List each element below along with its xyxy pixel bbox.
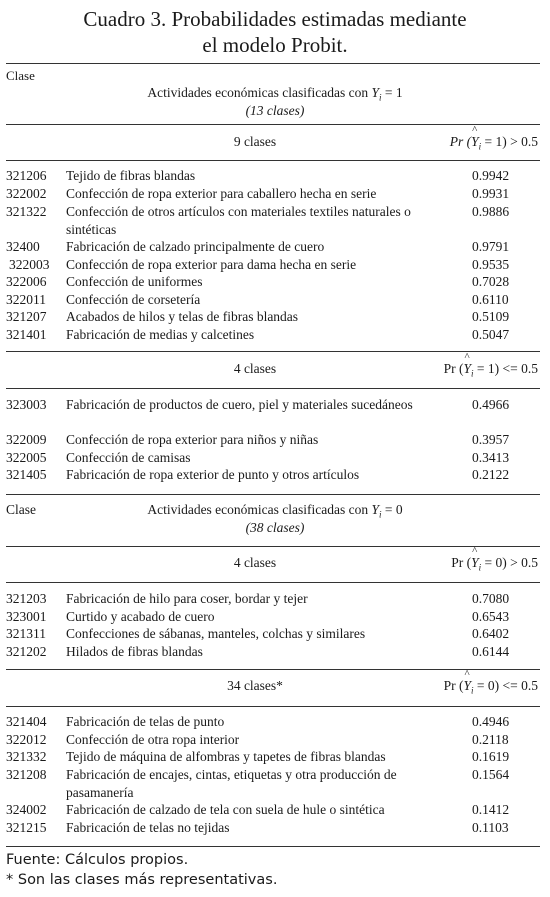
prob-condition <box>443 668 538 696</box>
group-header-3 <box>0 545 550 575</box>
title-line-2: el modelo Probit. <box>202 33 348 57</box>
row-desc: Tejido de fibras blandas <box>66 168 196 183</box>
title-line-1: Cuadro 3. Probabilidades estimadas mediante <box>83 7 467 31</box>
group-header-4 <box>0 668 550 698</box>
row-code: 323003 <box>6 397 47 412</box>
row-value: 0.9886 <box>472 204 510 219</box>
y-var: Y <box>471 555 479 570</box>
row-desc: Fabricación de encajes, cintas, etiquetas y otra producción de pasamanería <box>66 767 397 800</box>
row-code: 321311 <box>6 626 46 641</box>
y-sub: i <box>478 562 482 573</box>
row-desc: Confección de corsetería <box>66 292 201 307</box>
row-code: 321207 <box>6 309 47 324</box>
row-code: 32400 <box>6 239 40 254</box>
row-desc: Confección de ropa exterior para dama hecha en serie <box>66 257 357 272</box>
row-value: 0.2122 <box>472 467 510 482</box>
row-value: 0.9942 <box>472 168 510 183</box>
row-desc: Confección de camisas <box>66 450 191 465</box>
section1-heading <box>0 85 550 103</box>
row-desc: Tejido de máquina de alfombras y tapetes de fibras blandas <box>66 749 386 764</box>
row-desc: Fabricación de hilo para coser, bordar y tejer <box>66 591 308 606</box>
y-sub: i <box>471 368 474 379</box>
row-desc: Curtido y acabado de cuero <box>66 609 215 624</box>
hat-glyph: ^ <box>464 668 470 680</box>
row-value: 0.4966 <box>472 397 510 412</box>
row-desc: Fabricación de medias y calcetines <box>66 327 255 342</box>
footnote: * Son las clases más representativas. <box>6 872 278 888</box>
prob-condition <box>443 351 538 379</box>
section2-heading-sub: i <box>379 509 382 520</box>
row-code: 321404 <box>6 714 47 729</box>
rule-s2-top <box>6 494 540 495</box>
clase-label-1: Clase <box>6 68 35 83</box>
row-value: 0.4946 <box>472 714 510 729</box>
prob-suffix: = 1) <= 0.5 <box>476 361 538 376</box>
group-label: 34 clases* <box>227 678 283 693</box>
row-value: 0.9535 <box>472 257 510 272</box>
y-var: Y <box>471 134 479 149</box>
rule-s2 <box>6 546 540 547</box>
prob-suffix: = 1) > 0.5 <box>484 134 538 149</box>
row-code: 322005 <box>6 450 47 465</box>
row-code: 322003 <box>9 257 50 272</box>
row-code: 321208 <box>6 767 47 782</box>
row-code: 322009 <box>6 432 47 447</box>
section1-heading-sub: i <box>379 92 382 103</box>
rule-g3 <box>6 582 540 583</box>
rule-g1 <box>6 160 540 161</box>
y-hat-symbol <box>463 668 472 694</box>
row-code: 322012 <box>6 732 47 747</box>
row-value: 0.6402 <box>472 626 510 641</box>
row-desc: Fabricación de telas no tejidas <box>66 820 230 835</box>
rule-g2-top <box>6 351 540 352</box>
top-rule <box>6 63 540 64</box>
prob-prefix: Pr ( <box>449 134 472 149</box>
row-code: 322002 <box>6 186 47 201</box>
row-desc: Confección de ropa exterior para caballero hecha en serie <box>66 186 377 201</box>
row-code: 321206 <box>6 168 47 183</box>
row-code: 321401 <box>6 327 47 342</box>
row-code: 322011 <box>6 292 46 307</box>
row-desc: Confecciones de sábanas, manteles, colchas y similares <box>66 626 366 641</box>
row-value: 0.6543 <box>472 609 510 624</box>
row-value: 0.3957 <box>472 432 510 447</box>
hat-glyph: ^ <box>464 351 470 363</box>
prob-prefix: Pr ( <box>451 555 472 570</box>
hat-glyph: ^ <box>472 545 478 557</box>
section1-heading-eq: = 1 <box>384 85 403 100</box>
row-code: 324002 <box>6 802 47 817</box>
section2-heading-eq: = 0 <box>384 502 403 517</box>
row-value: 0.5109 <box>472 309 510 324</box>
row-desc: Fabricación de calzado de tela con suela de hule o sintética <box>66 802 385 817</box>
row-desc: Confección de otros artículos con materiales textiles naturales o sintéticas <box>66 204 411 237</box>
row-value: 0.5047 <box>472 327 510 342</box>
row-value: 0.7028 <box>472 274 510 289</box>
row-value: 0.7080 <box>472 591 510 606</box>
section1-count: (13 clases) <box>245 103 305 118</box>
row-value: 0.1103 <box>472 820 509 835</box>
row-code: 321322 <box>6 204 47 219</box>
bottom-rule <box>6 846 540 847</box>
row-desc: Fabricación de productos de cuero, piel y materiales sucedáneos <box>66 397 413 412</box>
prob-condition <box>449 124 538 152</box>
row-value: 0.1619 <box>472 749 510 764</box>
y-sub: i <box>471 685 474 696</box>
row-value: 0.9791 <box>472 239 510 254</box>
row-code: 321202 <box>6 644 47 659</box>
prob-suffix: = 0) <= 0.5 <box>476 678 538 693</box>
rule-g2 <box>6 388 540 389</box>
clase-label-2: Clase <box>6 502 36 517</box>
section2-heading <box>0 502 550 520</box>
row-value: 0.6110 <box>472 292 509 307</box>
row-code: 321215 <box>6 820 47 835</box>
row-desc: Confección de uniformes <box>66 274 203 289</box>
hat-glyph: ^ <box>472 124 478 136</box>
row-value: 0.6144 <box>472 644 510 659</box>
rule-s1-top <box>6 124 540 125</box>
prob-prefix: Pr ( <box>443 678 464 693</box>
row-code: 321405 <box>6 467 47 482</box>
prob-prefix: Pr ( <box>443 361 464 376</box>
group-label: 9 clases <box>233 134 277 149</box>
section2-count: (38 clases) <box>245 520 305 535</box>
row-desc: Fabricación de calzado principalmente de cuero <box>66 239 325 254</box>
prob-condition <box>451 545 538 573</box>
row-desc: Fabricación de telas de punto <box>66 714 225 729</box>
group-label: 4 clases <box>233 555 277 570</box>
group-header-1 <box>0 124 550 154</box>
row-desc: Confección de otra ropa interior <box>66 732 240 747</box>
row-desc: Hilados de fibras blandas <box>66 644 203 659</box>
group-label: 4 clases <box>233 361 277 376</box>
prob-suffix: = 0) > 0.5 <box>484 555 538 570</box>
row-code: 323001 <box>6 609 47 624</box>
y-hat-symbol <box>471 545 479 571</box>
row-value: 0.1412 <box>472 802 510 817</box>
rule-g4 <box>6 706 540 707</box>
row-code: 321332 <box>6 749 47 764</box>
row-value: 0.3413 <box>472 450 510 465</box>
rule-g4-top <box>6 669 540 670</box>
section1-heading-var: Y <box>371 85 380 100</box>
row-value: 0.1564 <box>472 767 510 782</box>
row-value: 0.9931 <box>472 186 510 201</box>
section1-heading-text: Actividades económicas clasificadas con <box>147 85 369 100</box>
source-note: Fuente: Cálculos propios. <box>6 852 189 868</box>
y-hat-symbol <box>463 351 472 377</box>
table-title <box>0 6 550 58</box>
y-var: Y <box>463 678 472 693</box>
y-sub: i <box>478 141 482 152</box>
row-desc: Fabricación de ropa exterior de punto y otros artículos <box>66 467 360 482</box>
section2-heading-var: Y <box>371 502 380 517</box>
y-var: Y <box>463 361 472 376</box>
row-code: 322006 <box>6 274 47 289</box>
group-header-2 <box>0 351 550 381</box>
section2-heading-text: Actividades económicas clasificadas con <box>147 502 369 517</box>
row-desc: Confección de ropa exterior para niños y niñas <box>66 432 319 447</box>
row-desc: Acabados de hilos y telas de fibras blandas <box>66 309 299 324</box>
row-value: 0.2118 <box>472 732 509 747</box>
y-hat-symbol <box>471 124 479 150</box>
row-code: 321203 <box>6 591 47 606</box>
